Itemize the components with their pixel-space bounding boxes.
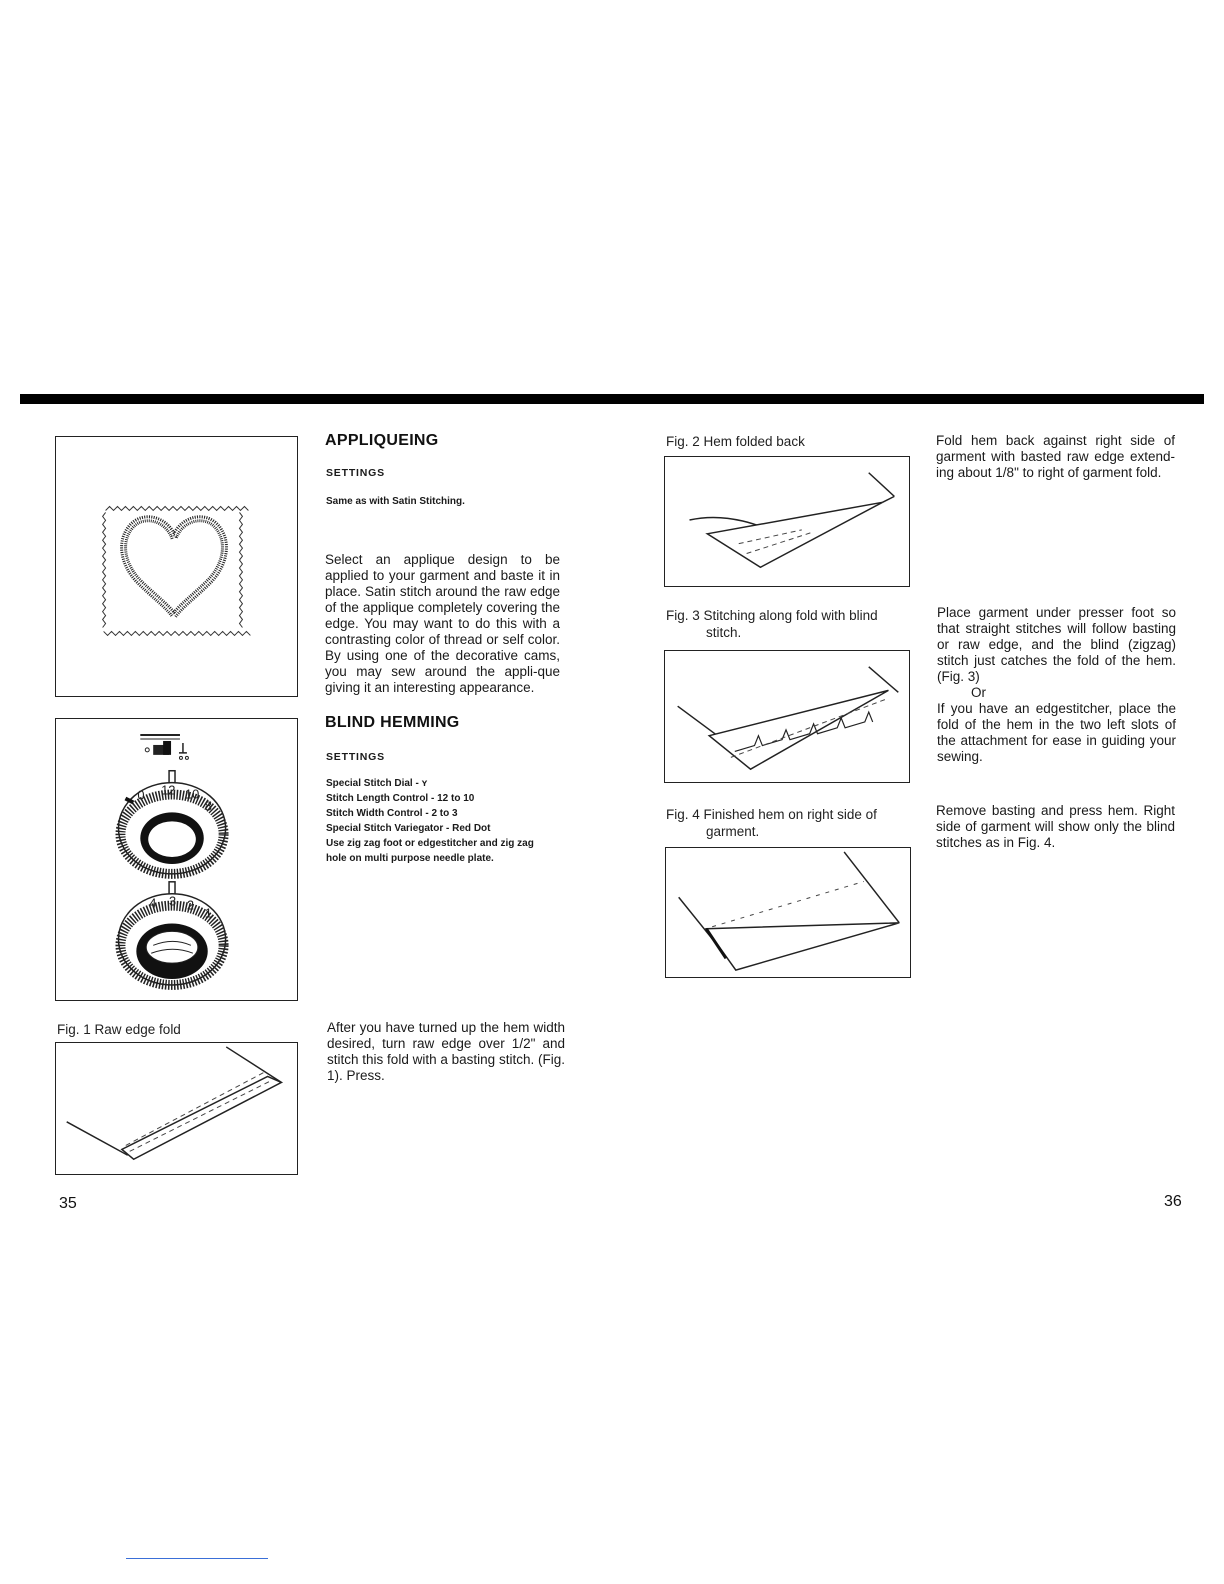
appliqueing-settings-label: SETTINGS	[326, 467, 385, 479]
blind-hemming-heading: BLIND HEMMING	[325, 714, 460, 731]
bottom-link-underline	[126, 1558, 268, 1559]
fig3-blind-stitching	[664, 650, 910, 783]
fig1-caption: Fig. 1 Raw edge fold	[57, 1022, 181, 1037]
applique-heart-figure	[55, 436, 298, 697]
setting-foot-note-2: hole on multi purpose needle plate.	[326, 853, 494, 864]
instruction-or: Or	[971, 685, 986, 700]
length-dial-10: 10	[184, 786, 200, 802]
fig4-caption	[666, 806, 906, 840]
setting-stitch-length: Stitch Length Control - 12 to 10	[326, 793, 475, 804]
fig3-caption-line1: Fig. 3 Stitching along fold with blind	[666, 608, 878, 623]
width-dial-1: 1	[204, 905, 212, 921]
blind-hemming-body: After you have turned up the hem width desired, turn raw edge over 1/2" and stitch this fold with a basting stitch. (Fig. 1). Press.	[327, 1020, 565, 1083]
fig1-raw-edge-fold	[55, 1042, 298, 1175]
width-dial-3: 3	[169, 893, 177, 909]
setting-stitch-width: Stitch Width Control - 2 to 3	[326, 808, 458, 819]
width-dial-2: 2	[186, 897, 195, 913]
fig3-caption-line2: stitch.	[706, 625, 742, 640]
setting-foot-note-1: Use zig zag foot or edgestitcher and zig zag	[326, 838, 534, 849]
fig4-caption-line1: Fig. 4 Finished hem on right side of	[666, 807, 877, 822]
fig2-caption: Fig. 2 Hem folded back	[666, 434, 805, 449]
instruction-fold-hem: Fold hem back against right side of garment with basted raw edge extend-ing about 1/8" to right of garment fold.	[936, 433, 1175, 480]
appliqueing-body: Select an applique design to be applied to your garment and baste it in place. Satin stitch around the raw edge of the applique completely covering the edge. You may want to do this with a contrasting color of thread or self color. By using one of the decorative cams, you may sew around the appli-que giving it an interesting appearance.	[325, 552, 560, 695]
fig3-caption	[666, 607, 906, 641]
stitch-dials-figure	[55, 718, 298, 1001]
fig2-hem-folded-back	[664, 456, 910, 587]
instruction-place-garment-text: Place garment under presser foot so that straight stitches will follow basting or raw edge, and the blind (zigzag) stitch just catches the fold of the hem. (Fig. 3)	[937, 605, 1176, 684]
page-number-left: 35	[59, 1195, 77, 1212]
appliqueing-settings-text: Same as with Satin Stitching.	[326, 496, 465, 507]
blind-hemming-settings	[326, 776, 566, 866]
fig4-finished-hem	[665, 847, 911, 978]
fig4-caption-line2: garment.	[706, 824, 760, 839]
instruction-edgestitcher: If you have an edgestitcher, place the fold of the hem in the two left slots of the attachment for ease in guiding your sewing.	[937, 701, 1176, 764]
page-number-right: 36	[1164, 1193, 1182, 1210]
instruction-place-garment	[937, 605, 1176, 765]
header-rule	[20, 394, 1204, 404]
setting-special-stitch-dial: Special Stitch Dial - ʏ	[326, 778, 428, 789]
instruction-remove-basting: Remove basting and press hem. Right side of garment will show only the blind stitches as in Fig. 4.	[936, 803, 1175, 850]
appliqueing-heading: APPLIQUEING	[325, 432, 439, 449]
setting-variegator: Special Stitch Variegator - Red Dot	[326, 823, 491, 834]
length-dial-8: 8	[204, 798, 212, 814]
width-dial-4: 4	[149, 895, 157, 911]
blind-hemming-settings-label: SETTINGS	[326, 751, 385, 763]
length-dial-0: 0	[137, 787, 145, 803]
length-dial-12: 12	[161, 782, 176, 798]
